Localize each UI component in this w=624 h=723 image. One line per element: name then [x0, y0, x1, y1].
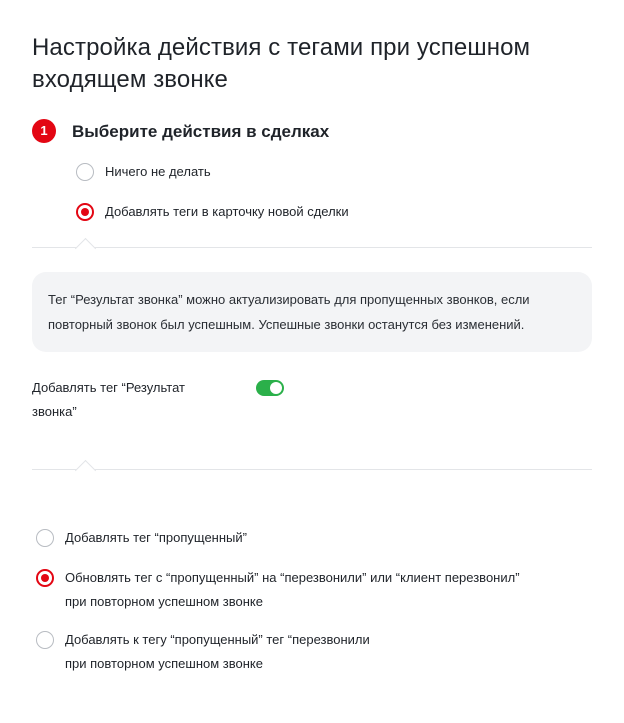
info-box: [32, 272, 592, 352]
radio-unchecked-icon[interactable]: [36, 631, 54, 649]
toggle-label: Добавлять тег “Результат звонка”: [32, 380, 185, 419]
radio-unchecked-icon[interactable]: [36, 529, 54, 547]
step-number-badge: 1: [32, 119, 56, 143]
radio-checked-icon[interactable]: [76, 203, 94, 221]
section-divider: [32, 247, 592, 248]
section-divider: [32, 469, 592, 470]
call-result-tag-toggle[interactable]: [256, 380, 284, 396]
radio-label: Добавлять теги в карточку новой сделки: [105, 204, 349, 219]
page-title: Настройка действия с тегами при успешном входящем звонке: [32, 34, 531, 93]
divider-notch: [75, 460, 96, 481]
radio-option-append-called-back-tag[interactable]: [36, 628, 376, 676]
radio-option-add-missed-tag[interactable]: [36, 526, 247, 550]
radio-label: Обновлять тег с “пропущенный” на “перезвонили” или “клиент перезвонил” при повторном успешном звонке: [65, 570, 520, 609]
radio-label: Добавлять тег “пропущенный”: [65, 530, 247, 545]
radio-label: Ничего не делать: [105, 164, 211, 179]
radio-checked-icon[interactable]: [36, 569, 54, 587]
step-title: Выберите действия в сделках: [72, 122, 330, 141]
radio-option-update-missed-tag[interactable]: [36, 566, 520, 614]
radio-option-do-nothing[interactable]: [76, 160, 211, 184]
radio-option-add-tags-new-deal[interactable]: [76, 200, 349, 224]
toggle-knob: [270, 382, 282, 394]
radio-unchecked-icon[interactable]: [76, 163, 94, 181]
info-text: Тег “Результат звонка” можно актуализировать для пропущенных звонков, если повторный звонок был успешным. Успешные звонки останутся без изменений.: [48, 292, 530, 332]
divider-notch: [75, 238, 96, 259]
radio-label: Добавлять к тегу “пропущенный” тег “перезвонили при повторном успешном звонке: [65, 632, 370, 671]
